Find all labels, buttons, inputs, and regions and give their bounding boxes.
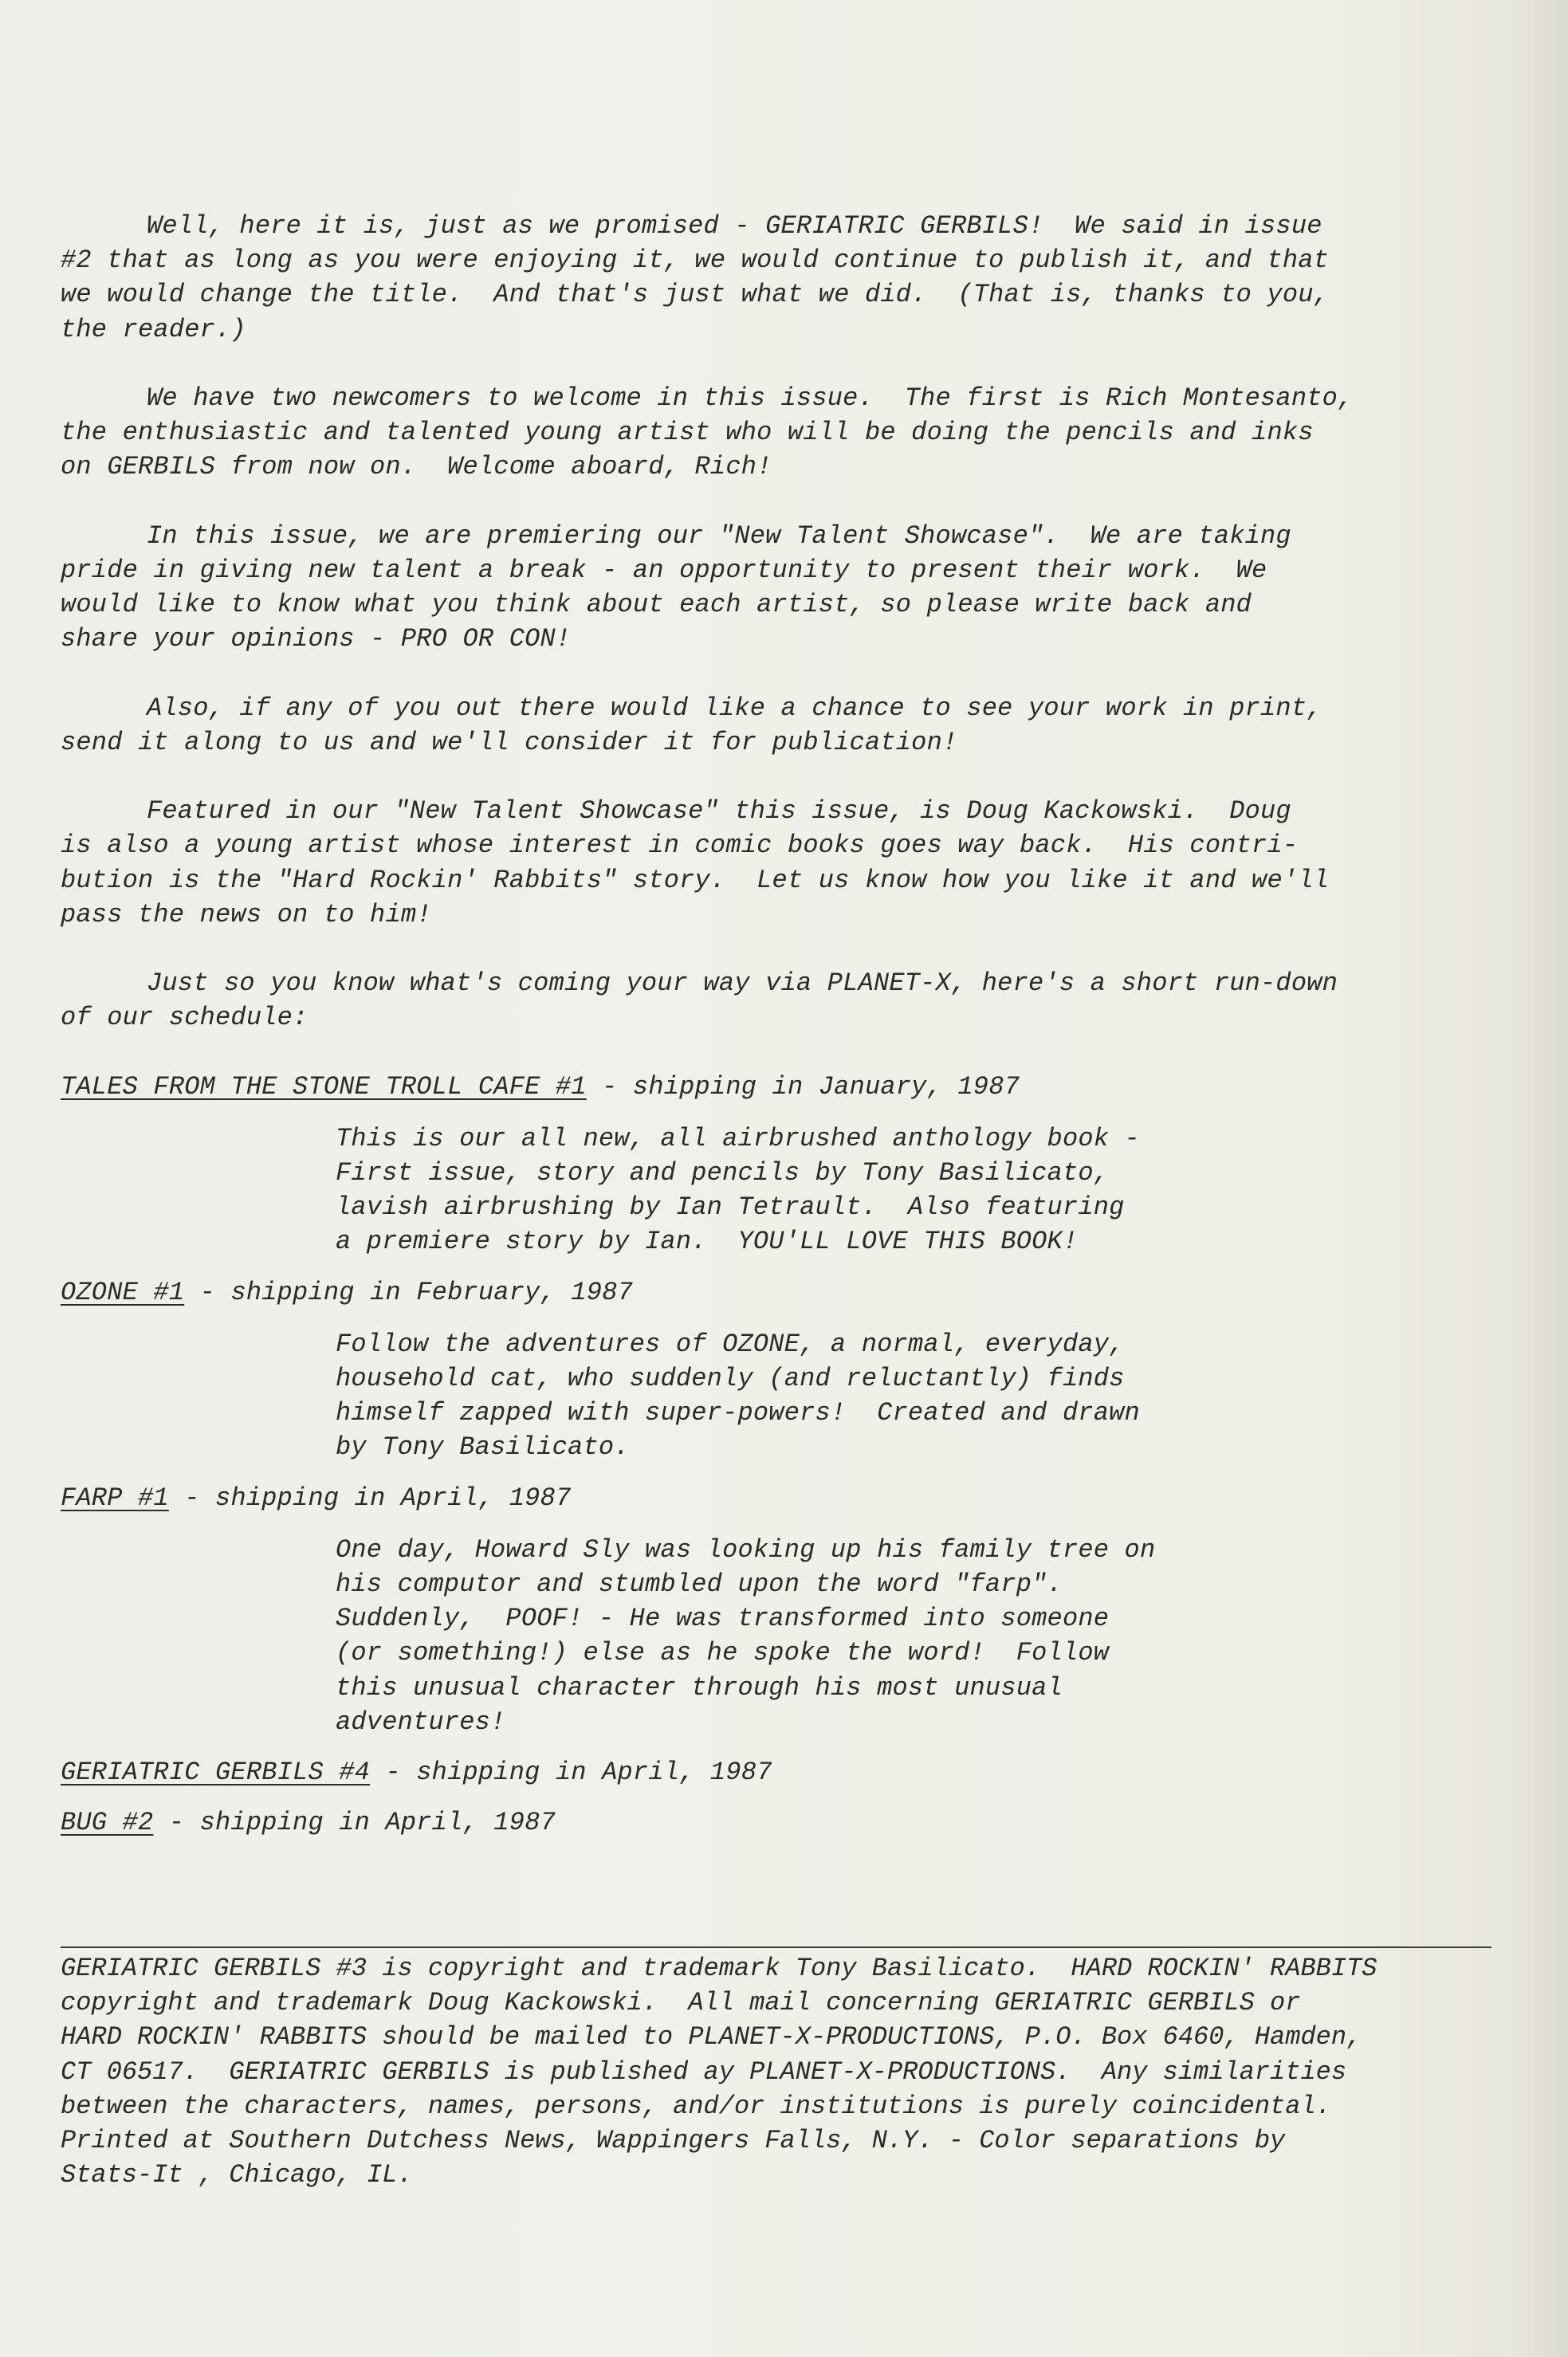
text-line: bution is the "Hard Rockin' Rabbits" story. Let us know how you like it and we'll — [61, 865, 1330, 895]
schedule-item — [61, 1755, 1495, 1789]
text-line: we would change the title. And that's just what we did. (That is, thanks to you, — [61, 280, 1330, 310]
schedule-item — [61, 1070, 1495, 1259]
text-line: In this issue, we are premiering our "New Talent Showcase". We are taking — [147, 521, 1291, 551]
schedule-title: TALES FROM THE STONE TROLL CAFE #1 — [61, 1071, 587, 1102]
text-line: Featured in our "New Talent Showcase" this issue, is Doug Kackowski. Doug — [147, 796, 1291, 827]
text-line: Also, if any of you out there would like a chance to see your work in print, — [147, 693, 1322, 723]
text-line: adventures! — [336, 1707, 506, 1737]
text-line: his computor and stumbled upon the word "farp". — [336, 1569, 1063, 1599]
letter-body — [61, 209, 1495, 1856]
schedule-heading — [61, 1070, 1495, 1104]
text-line: We have two newcomers to welcome in this issue. The first is Rich Montesanto, — [147, 383, 1354, 413]
text-line: of our schedule: — [61, 1003, 308, 1033]
intro-paragraph — [61, 794, 1495, 932]
schedule-heading — [61, 1275, 1495, 1310]
schedule-title: BUG #2 — [61, 1808, 154, 1838]
intro-paragraph — [61, 381, 1495, 485]
text-line: the reader.) — [61, 314, 246, 344]
schedule-description — [61, 1327, 1495, 1465]
text-line: send it along to us and we'll consider it for publication! — [61, 727, 958, 757]
footer-divider — [61, 1946, 1491, 1948]
text-line: this unusual character through his most unusual — [336, 1672, 1063, 1703]
schedule-heading — [61, 1481, 1495, 1515]
text-line: #2 that as long as you were enjoying it, we would continue to publish it, and that — [61, 246, 1330, 276]
text-line: pride in giving new talent a break - an opportunity to present their work. We — [61, 555, 1267, 585]
text-line: (or something!) else as he spoke the word! Follow — [336, 1638, 1110, 1668]
text-line: household cat, who suddenly (and reluctantly) finds — [336, 1364, 1125, 1393]
text-line: Just so you know what's coming your way via PLANET-X, here's a short run-down — [147, 968, 1338, 999]
footer-line: CT 06517. GERIATRIC GERBILS is published ay PLANET-X-PRODUCTIONS. Any similarities — [61, 2056, 1347, 2087]
schedule-shipping: - shipping in April, 1987 — [153, 1808, 556, 1838]
schedule-description — [61, 1533, 1495, 1739]
text-line: would like to know what you think about each artist, so please write back and — [61, 590, 1252, 620]
schedule-shipping: - shipping in February, 1987 — [184, 1277, 633, 1307]
footer-line: Stats-It , Chicago, IL. — [61, 2160, 413, 2190]
text-line: on GERBILS from now on. Welcome aboard, Rich! — [61, 452, 772, 482]
copyright-footer — [61, 1951, 1543, 2192]
schedule-title: OZONE #1 — [61, 1277, 185, 1307]
text-line: One day, Howard Sly was looking up his family tree on — [336, 1534, 1156, 1565]
schedule-title: GERIATRIC GERBILS #4 — [61, 1757, 371, 1787]
text-line: by Tony Basilicato. — [336, 1432, 630, 1463]
schedule-shipping: - shipping in April, 1987 — [370, 1757, 772, 1787]
text-line: pass the news on to him! — [61, 899, 432, 929]
footer-line: between the characters, names, persons, and/or institutions is purely coincidental. — [61, 2091, 1331, 2121]
text-line: lavish airbrushing by Ian Tetrault. Also featuring — [336, 1192, 1125, 1223]
footer-line: GERIATRIC GERBILS #3 is copyright and trademark Tony Basilicato. HARD ROCKIN' RABBITS — [61, 1954, 1377, 1983]
footer-line: HARD ROCKIN' RABBITS should be mailed to PLANET-X-PRODUCTIONS, P.O. Box 6460, Hamden, — [61, 2022, 1362, 2053]
footer-line: copyright and trademark Doug Kackowski. All mail concerning GERIATRIC GERBILS or — [61, 1988, 1301, 2018]
footer-line: Printed at Southern Dutchess News, Wappingers Falls, N.Y. - Color separations by — [61, 2125, 1286, 2155]
schedule-shipping: - shipping in January, 1987 — [586, 1071, 1020, 1102]
text-line: the enthusiastic and talented young artist who will be doing the pencils and inks — [61, 418, 1314, 448]
intro-paragraph — [61, 966, 1495, 1035]
text-line: This is our all new, all airbrushed anthology book - — [336, 1123, 1140, 1153]
text-line: a premiere story by Ian. YOU'LL LOVE THIS BOOK! — [336, 1227, 1079, 1257]
text-line: himself zapped with super-powers! Created and drawn — [336, 1398, 1140, 1428]
schedule-item — [61, 1805, 1495, 1840]
schedule-title: FARP #1 — [61, 1483, 169, 1513]
text-line: Well, here it is, just as we promised - GERIATRIC GERBILS! We said in issue — [147, 211, 1322, 241]
schedule-heading — [61, 1805, 1495, 1840]
schedule-description — [61, 1122, 1495, 1259]
text-line: Suddenly, POOF! - He was transformed into someone — [336, 1604, 1110, 1634]
text-line: is also a young artist whose interest in comic books goes way back. His contri- — [61, 831, 1299, 861]
intro-paragraph — [61, 209, 1495, 347]
text-line: share your opinions - PRO OR CON! — [61, 624, 572, 654]
intro-paragraph — [61, 519, 1495, 657]
schedule-item — [61, 1275, 1495, 1465]
text-line: Follow the adventures of OZONE, a normal, everyday, — [336, 1329, 1125, 1359]
schedule-shipping: - shipping in April, 1987 — [168, 1483, 572, 1513]
text-line: First issue, story and pencils by Tony Basilicato, — [336, 1158, 1110, 1188]
schedule-item — [61, 1481, 1495, 1739]
schedule-heading — [61, 1755, 1495, 1789]
intro-paragraph — [61, 691, 1495, 760]
